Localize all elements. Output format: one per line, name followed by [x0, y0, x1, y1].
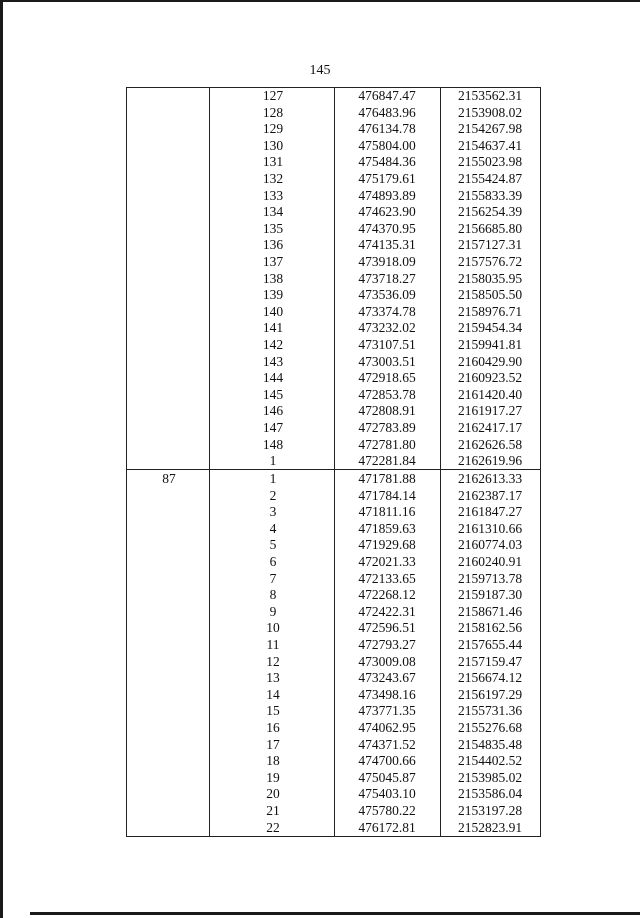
- table-row: [0, 138, 640, 155]
- x-coordinate-cell: 472133.65: [358, 570, 416, 586]
- x-coordinate-cell: 472021.33: [358, 554, 416, 569]
- x-coordinate-cell: 475045.87: [358, 769, 416, 785]
- y-coordinate-cell: 2155424.87: [457, 171, 523, 186]
- table-row: [0, 221, 640, 238]
- table-row: [0, 770, 640, 787]
- table-row: [0, 287, 640, 304]
- y-coordinate-cell: 2162613.33: [457, 471, 523, 486]
- point-number-cell: 142: [262, 337, 284, 352]
- x-coordinate-cell: 472793.27: [358, 637, 416, 652]
- y-coordinate-cell: 2156197.29: [457, 686, 523, 702]
- point-number-cell: 131: [262, 154, 284, 170]
- point-number-cell: 134: [262, 204, 284, 220]
- y-coordinate-cell: 2162626.58: [457, 436, 523, 452]
- x-coordinate-cell: 473918.09: [358, 254, 416, 269]
- x-coordinate-cell: 474370.95: [358, 220, 416, 236]
- point-number-cell: 6: [269, 554, 277, 569]
- point-number-cell: 19: [266, 769, 280, 785]
- point-number-cell: 130: [262, 137, 284, 153]
- x-coordinate-cell: 472268.12: [358, 587, 416, 603]
- table-row: [0, 820, 640, 837]
- point-number-cell: 132: [262, 171, 284, 186]
- table-row: [0, 753, 640, 770]
- x-coordinate-cell: 473374.78: [358, 303, 416, 319]
- y-coordinate-cell: 2161917.27: [457, 403, 523, 419]
- point-number-cell: 135: [262, 220, 284, 236]
- point-number-cell: 148: [262, 436, 284, 452]
- y-coordinate-cell: 2159713.78: [457, 570, 523, 586]
- table-row: [0, 620, 640, 637]
- table-row: [0, 420, 640, 437]
- y-coordinate-cell: 2153586.04: [457, 786, 523, 802]
- x-coordinate-cell: 474135.31: [358, 237, 416, 253]
- x-coordinate-cell: 474893.89: [358, 187, 416, 203]
- y-coordinate-cell: 2157576.72: [457, 254, 523, 269]
- table-row: [0, 488, 640, 505]
- x-coordinate-cell: 473243.67: [358, 670, 416, 686]
- point-number-cell: 127: [262, 88, 284, 103]
- point-number-cell: 15: [266, 703, 280, 719]
- group-label: 87: [162, 471, 176, 486]
- x-coordinate-cell: 476172.81: [358, 819, 416, 835]
- point-number-cell: 16: [266, 720, 280, 735]
- x-coordinate-cell: 472781.80: [358, 436, 416, 452]
- y-coordinate-cell: 2158671.46: [457, 603, 523, 619]
- table-row: [0, 537, 640, 554]
- table-row: [0, 354, 640, 371]
- table-row: [0, 637, 640, 654]
- point-number-cell: 140: [262, 303, 284, 319]
- x-coordinate-cell: 474371.52: [358, 736, 416, 752]
- table-row: [0, 654, 640, 671]
- x-coordinate-cell: 473536.09: [358, 287, 416, 303]
- point-number-cell: 9: [269, 603, 277, 619]
- y-coordinate-cell: 2153562.31: [457, 88, 523, 103]
- table-row: [0, 387, 640, 404]
- x-coordinate-cell: 471784.14: [358, 487, 416, 503]
- x-coordinate-cell: 474062.95: [358, 720, 416, 735]
- y-coordinate-cell: 2157655.44: [457, 637, 523, 652]
- x-coordinate-cell: 471929.68: [358, 537, 416, 553]
- y-coordinate-cell: 2154402.52: [457, 753, 523, 769]
- y-coordinate-cell: 2162417.17: [457, 420, 523, 435]
- point-number-cell: 22: [266, 819, 280, 835]
- x-coordinate-cell: 476483.96: [358, 104, 416, 120]
- y-coordinate-cell: 2157159.47: [457, 653, 523, 669]
- point-number-cell: 139: [262, 287, 284, 303]
- point-number-cell: 11: [266, 637, 280, 652]
- x-coordinate-cell: 473232.02: [358, 320, 416, 336]
- y-coordinate-cell: 2156685.80: [457, 220, 523, 236]
- x-coordinate-cell: 472281.84: [358, 453, 416, 469]
- y-coordinate-cell: 2159454.34: [457, 320, 523, 336]
- point-number-cell: 141: [262, 320, 284, 336]
- x-coordinate-cell: 471781.88: [358, 471, 416, 486]
- table-row: [0, 204, 640, 221]
- y-coordinate-cell: 2152823.91: [457, 819, 523, 835]
- table-row: [0, 571, 640, 588]
- point-number-cell: 146: [262, 403, 284, 419]
- table-row: [0, 437, 640, 454]
- point-number-cell: 21: [266, 803, 280, 818]
- point-number-cell: 5: [269, 537, 277, 553]
- y-coordinate-cell: 2155833.39: [457, 187, 523, 203]
- y-coordinate-cell: 2153197.28: [457, 803, 523, 818]
- y-coordinate-cell: 2162387.17: [457, 487, 523, 503]
- x-coordinate-cell: 476847.47: [358, 88, 416, 103]
- y-coordinate-cell: 2154267.98: [457, 121, 523, 137]
- table-row: [0, 337, 640, 354]
- x-coordinate-cell: 471859.63: [358, 520, 416, 536]
- table-row: [0, 521, 640, 538]
- point-number-cell: 7: [269, 570, 277, 586]
- point-number-cell: 3: [269, 504, 277, 520]
- point-number-cell: 8: [269, 587, 277, 603]
- x-coordinate-cell: 473009.08: [358, 653, 416, 669]
- x-coordinate-cell: 472808.91: [358, 403, 416, 419]
- y-coordinate-cell: 2158976.71: [457, 303, 523, 319]
- y-coordinate-cell: 2156254.39: [457, 204, 523, 220]
- point-number-cell: 14: [266, 686, 280, 702]
- table-row: [0, 554, 640, 571]
- point-number-cell: 129: [262, 121, 284, 137]
- y-coordinate-cell: 2162619.96: [457, 453, 523, 469]
- x-coordinate-cell: 472783.89: [358, 420, 416, 435]
- x-coordinate-cell: 473003.51: [358, 353, 416, 369]
- y-coordinate-cell: 2153985.02: [457, 769, 523, 785]
- y-coordinate-cell: 2154637.41: [457, 137, 523, 153]
- table-row: [0, 471, 640, 488]
- point-number-cell: 10: [266, 620, 280, 636]
- point-number-cell: 147: [262, 420, 284, 435]
- x-coordinate-cell: 475780.22: [358, 803, 416, 818]
- y-coordinate-cell: 2156674.12: [457, 670, 523, 686]
- table-row: [0, 370, 640, 387]
- point-number-cell: 138: [262, 270, 284, 286]
- y-coordinate-cell: 2160429.90: [457, 353, 523, 369]
- table-row: [0, 188, 640, 205]
- y-coordinate-cell: 2154835.48: [457, 736, 523, 752]
- table-row: [0, 171, 640, 188]
- x-coordinate-cell: 475403.10: [358, 786, 416, 802]
- y-coordinate-cell: 2155023.98: [457, 154, 523, 170]
- point-number-cell: 143: [262, 353, 284, 369]
- y-coordinate-cell: 2155276.68: [457, 720, 523, 735]
- y-coordinate-cell: 2153908.02: [457, 104, 523, 120]
- table-row: [0, 737, 640, 754]
- point-number-cell: 13: [266, 670, 280, 686]
- table-row: [0, 154, 640, 171]
- y-coordinate-cell: 2160774.03: [457, 537, 523, 553]
- y-coordinate-cell: 2157127.31: [457, 237, 523, 253]
- point-number-cell: 18: [266, 753, 280, 769]
- x-coordinate-cell: 471811.16: [358, 504, 416, 520]
- x-coordinate-cell: 473771.35: [358, 703, 416, 719]
- x-coordinate-cell: 474700.66: [358, 753, 416, 769]
- point-number-cell: 145: [262, 386, 284, 402]
- table-row: [0, 304, 640, 321]
- table-row: [0, 453, 640, 470]
- point-number-cell: 144: [262, 370, 284, 386]
- point-number-cell: 136: [262, 237, 284, 253]
- x-coordinate-cell: 472596.51: [358, 620, 416, 636]
- table-row: [0, 237, 640, 254]
- point-number-cell: 1: [269, 453, 277, 469]
- table-row: [0, 271, 640, 288]
- y-coordinate-cell: 2160923.52: [457, 370, 523, 386]
- x-coordinate-cell: 472853.78: [358, 386, 416, 402]
- x-coordinate-cell: 472422.31: [358, 603, 416, 619]
- table-row: [0, 121, 640, 138]
- point-number-cell: 20: [266, 786, 280, 802]
- point-number-cell: 12: [266, 653, 280, 669]
- y-coordinate-cell: 2161847.27: [457, 504, 523, 520]
- point-number-cell: 17: [266, 736, 280, 752]
- point-number-cell: 1: [269, 471, 277, 486]
- table-row: [0, 105, 640, 122]
- y-coordinate-cell: 2159187.30: [457, 587, 523, 603]
- y-coordinate-cell: 2161310.66: [457, 520, 523, 536]
- y-coordinate-cell: 2155731.36: [457, 703, 523, 719]
- table-row: [0, 604, 640, 621]
- y-coordinate-cell: 2158035.95: [457, 270, 523, 286]
- table-row: [0, 803, 640, 820]
- x-coordinate-cell: 473107.51: [358, 337, 416, 352]
- x-coordinate-cell: 473718.27: [358, 270, 416, 286]
- x-coordinate-cell: 472918.65: [358, 370, 416, 386]
- y-coordinate-cell: 2158505.50: [457, 287, 523, 303]
- table-row: [0, 504, 640, 521]
- table-row: [0, 254, 640, 271]
- point-number-cell: 128: [262, 104, 284, 120]
- page-number: 145: [309, 63, 331, 78]
- y-coordinate-cell: 2160240.91: [457, 554, 523, 569]
- table-row: [0, 703, 640, 720]
- table-row: [0, 403, 640, 420]
- point-number-cell: 133: [262, 187, 284, 203]
- x-coordinate-cell: 475179.61: [358, 171, 416, 186]
- table-row: [0, 786, 640, 803]
- y-coordinate-cell: 2161420.40: [457, 386, 523, 402]
- table-row: [0, 687, 640, 704]
- point-number-cell: 4: [269, 520, 277, 536]
- x-coordinate-cell: 474623.90: [358, 204, 416, 220]
- point-number-cell: 137: [262, 254, 284, 269]
- x-coordinate-cell: 475484.36: [358, 154, 416, 170]
- x-coordinate-cell: 475804.00: [358, 137, 416, 153]
- y-coordinate-cell: 2158162.56: [457, 620, 523, 636]
- table-row: [0, 88, 640, 105]
- x-coordinate-cell: 473498.16: [358, 686, 416, 702]
- point-number-cell: 2: [269, 487, 277, 503]
- table-row: [0, 670, 640, 687]
- table-row: [0, 720, 640, 737]
- x-coordinate-cell: 476134.78: [358, 121, 416, 137]
- table-row: [0, 587, 640, 604]
- y-coordinate-cell: 2159941.81: [457, 337, 523, 352]
- table-row: [0, 320, 640, 337]
